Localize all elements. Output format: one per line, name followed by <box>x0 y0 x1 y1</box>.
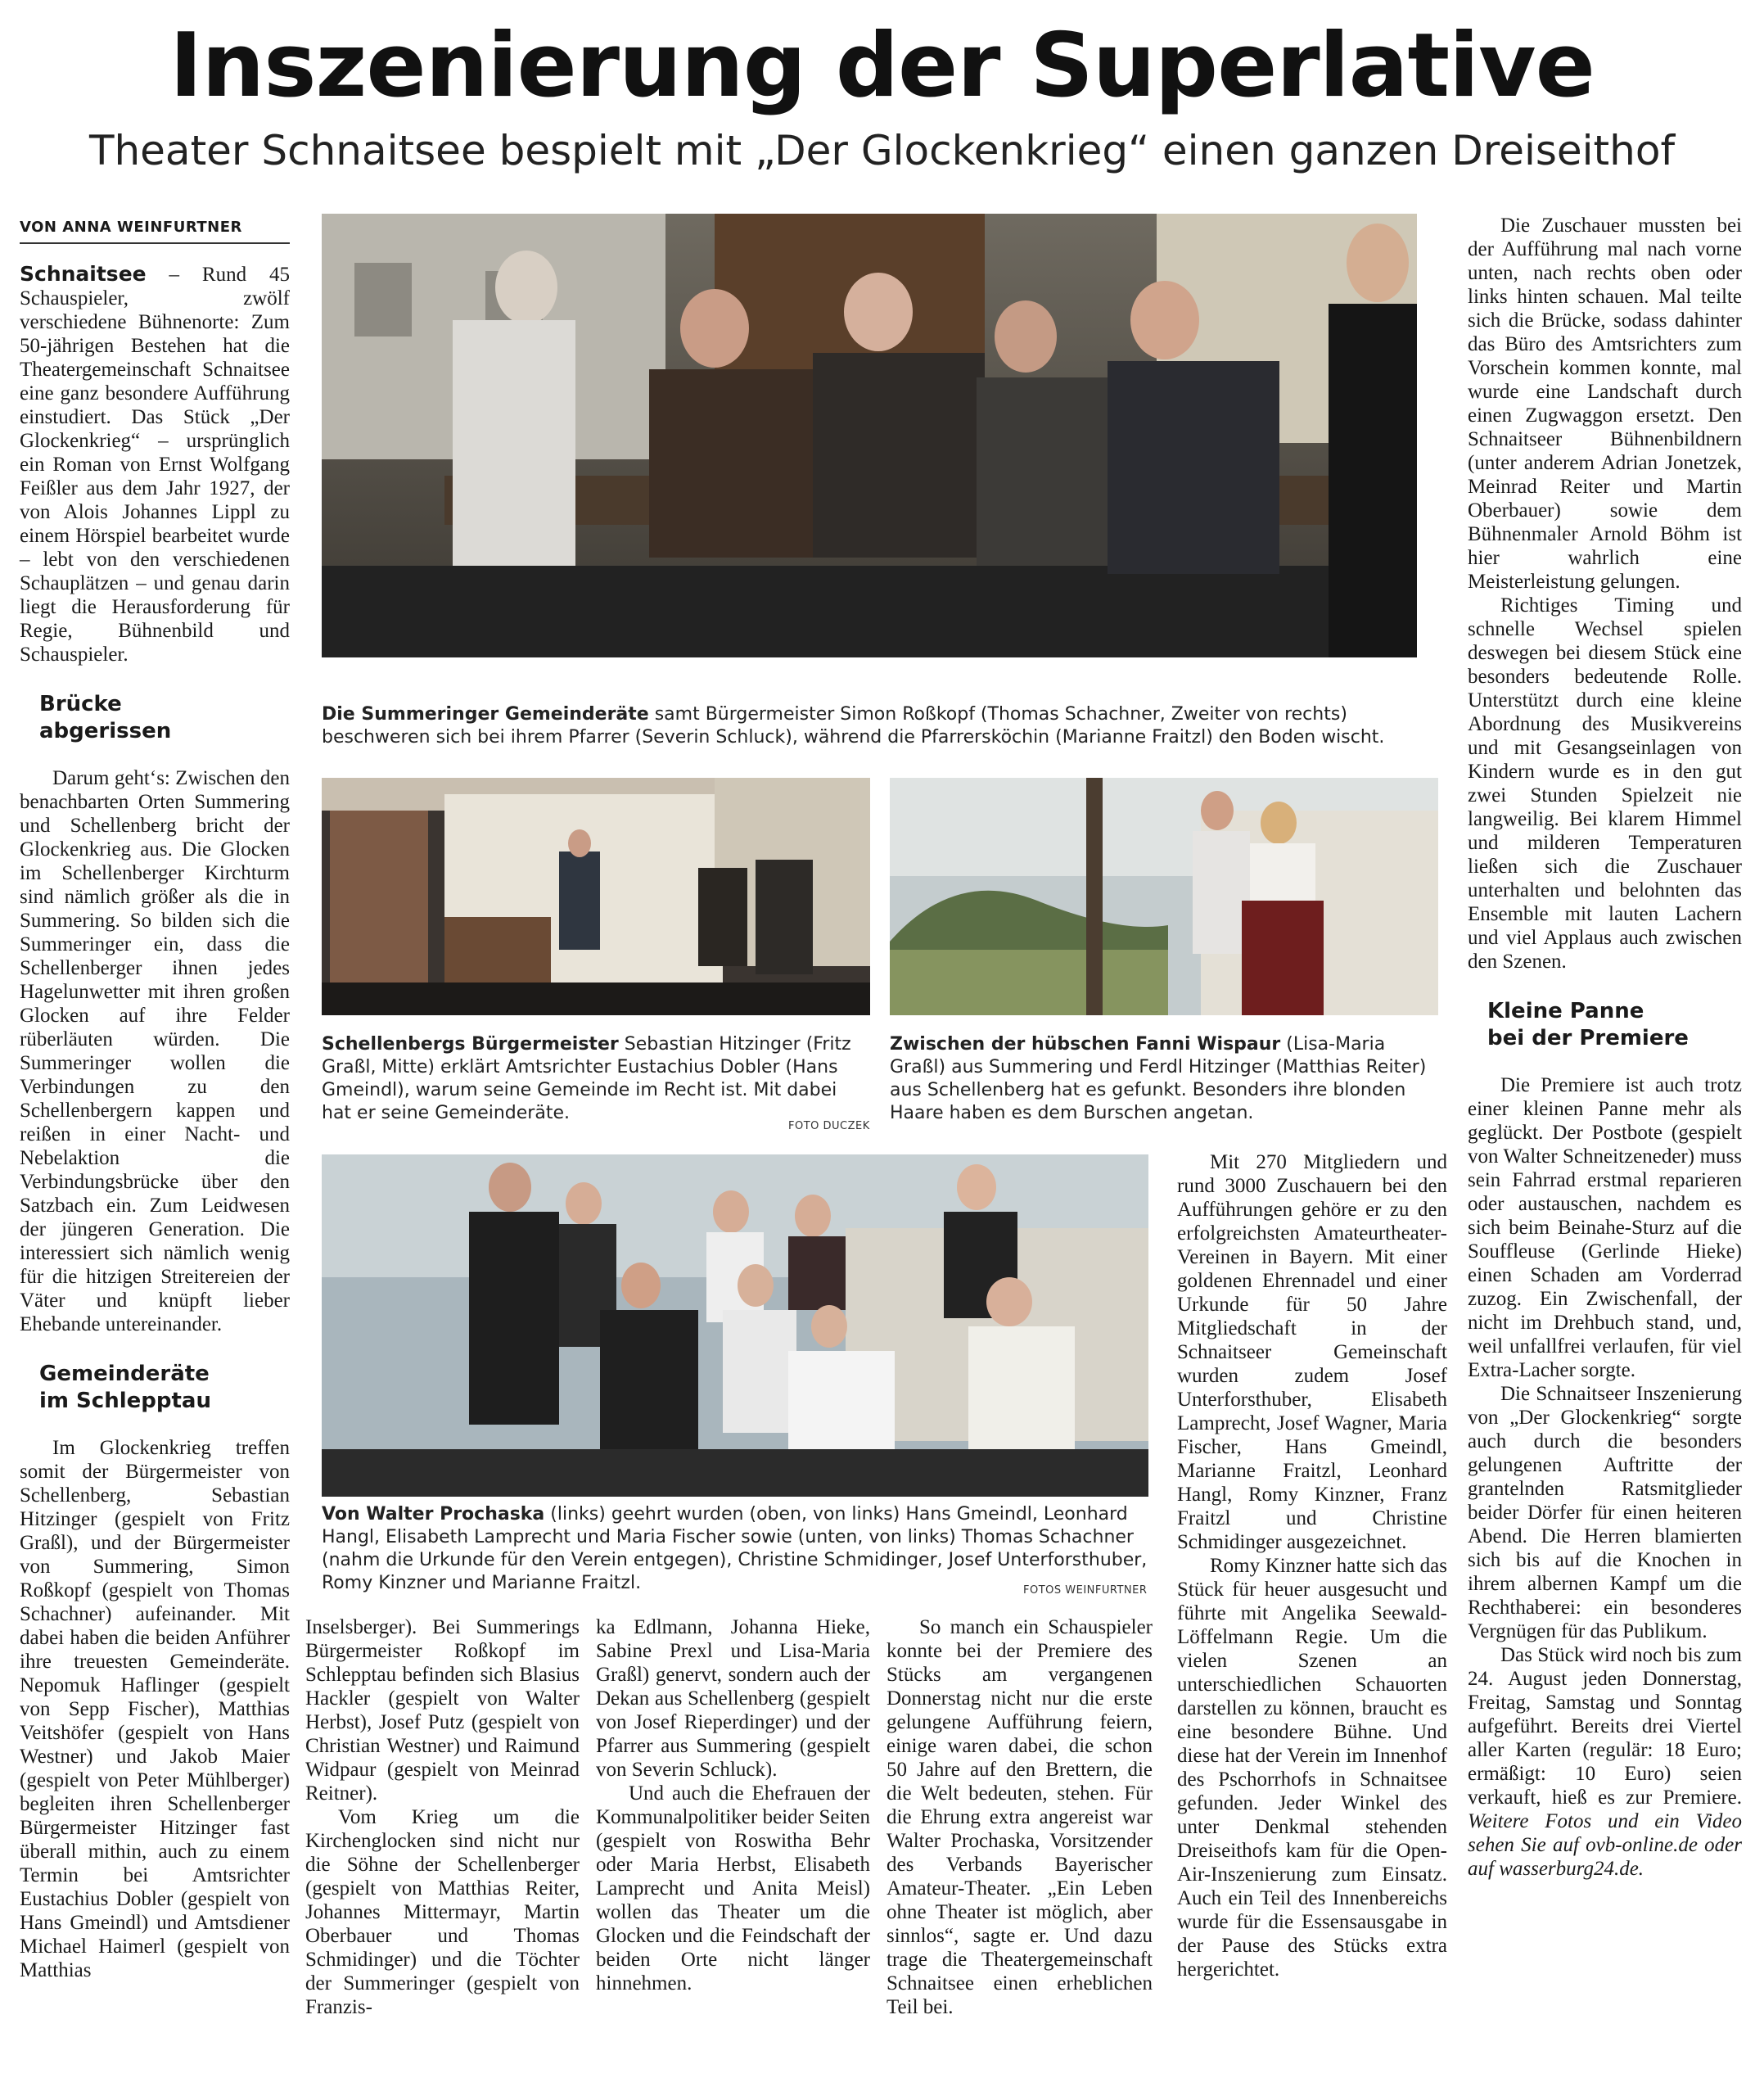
headline: Inszenierung der Superlative <box>169 15 1595 117</box>
paragraph: Und auch die Ehefrauen der Kommunalpolitiker beider Seiten (gespielt von Roswitha Behr oder Maria Herbst, Elisabeth Lamprecht und Anita Meisl) wollen das Theater um die Glocken und die Feindschaft der beiden Orte nicht länger hinnehmen. <box>596 1782 870 1994</box>
subheading-kleine-panne: Kleine Panne bei der Premiere <box>1487 999 1689 1050</box>
couple-scene-image <box>890 778 1438 1015</box>
photo-office-scene <box>322 778 870 1015</box>
photo-couple-scene <box>890 778 1438 1015</box>
paragraph: Mit 270 Mitgliedern und rund 3000 Zuschauern bei den Aufführungen gehöre er zu den erfolgreichsten Amateurtheater-Vereinen in Bayern. Mit einer goldenen Ehrennadel und einer Urkunde für 50 Jahre Mitgliedschaft in der Schnaitseer Gemeinschaft wurden zudem Josef Unterforsthuber, Elisabeth Lamprecht, Josef Wagner, Maria Fischer, Hans Gmeindl, Marianne Fraitzl, Leonhard Hangl, Romy Kinzner, Franz Fraitzl und Christine Schmidinger ausgezeichnet. <box>1177 1151 1447 1553</box>
group-photo-image <box>322 1154 1148 1497</box>
stage-scene-image <box>322 214 1417 657</box>
photo-credit-weinfurtner: FOTOS WEINFURTNER <box>1023 1584 1148 1597</box>
caption-group-photo: Von Walter Prochaska (links) geehrt wurden (oben, von links) Hans Gmeindl, Leonhard Hangl, Elisabeth Lamprecht und Maria Fischer sowie (unten, von links) Thomas Schachner (nahm die Urkunde für den Verein entgegen), Christine Schmidinger, Josef Unterforsthuber, Romy Kinzner und Marianne Fraitzl. <box>322 1504 1148 1593</box>
dateline: Schnaitsee <box>20 262 147 286</box>
intro-paragraph: Schnaitsee – Rund 45 Schauspieler, zwölf verschiedene Bühnenorte: Zum 50-jährigen Bestehen hat die Theatergemeinschaft Schnaitsee eine ganz besondere Aufführung einstudiert. Das Stück „Der Glockenkrieg“ – ursprünglich ein Roman von Ernst Wolfgang Feißler aus dem Jahr 1927, der von Alois Johannes Lippl zu einem Hörspiel bearbeitet wurde – lebt von den verschiedenen Schauplätzen – und genau darin liegt die Herausforderung für Regie, Bühnenbild und Schauspieler. <box>20 262 290 666</box>
subheading-gemeinderaete: Gemeinderäte im Schlepptau <box>39 1362 211 1413</box>
paragraph: Inselsberger). Bei Summerings Bürgermeister Roßkopf im Schlepptau befinden sich Blasius Hackler (gespielt von Walter Herbst), Josef Putz (gespielt von Christian Westner) und Raimund Widpaur (gespielt von Meinrad Reitner). <box>305 1616 580 1805</box>
column-6 <box>1468 214 1742 1881</box>
paragraph: Die Premiere ist auch trotz einer kleinen Panne mehr als geglückt. Der Postbote (gespielt von Walter Schneitzeneder) muss sein Fahrrad erstmal reparieren oder austauschen, nachdem es sich beim Beinahe-Sturz auf die Souffleuse (Gerlinde Hieke) einen Schaden am Vorderrad zuzog. Ein Zwischenfall, der nicht im Drehbuch stand, und, weil unfallfrei verlaufen, für viel Extra-Lacher sorgte. <box>1468 1074 1742 1381</box>
paragraph: Richtiges Timing und schnelle Wechsel spielen deswegen bei diesem Stück eine besonders bedeutende Rolle. Unterstützt durch eine kleine Abordnung des Musikvereins und mit Gesangseinlagen von Kindern wurde es in den gut zwei Stunden Spielzeit nie langweilig. Bei klarem Himmel und milderen Temperaturen ließen sich die Zuschauer unterhalten und belohnten das Ensemble mit lauten Lachern und viel Applaus auch zwischen den Szenen. <box>1468 594 1742 973</box>
photo-group-honorees <box>322 1154 1148 1497</box>
office-scene-image <box>322 778 870 1015</box>
column-2 <box>305 1615 580 2019</box>
photo-credit-duczek: FOTO DUCZEK <box>788 1120 870 1132</box>
paragraph: Im Glockenkrieg treffen somit der Bürgermeister von Schellenberg, Sebastian Hitzinger (gespielt von Fritz Graßl), und der Bürgermeister von Summering, Simon Roßkopf (gespielt von Thomas Schachner) aufeinander. Mit dabei haben die beiden Anführer ihre treuesten Gemeinderäte. Nepomuk Haflinger (gespielt von Sepp Fischer), Matthias Veitshöfer (gespielt von Hans Westner) und Jakob Maier (gespielt von Peter Mühlberger) begleiten ihren Schellenberger Bürgermeister Hitzinger fast überall mithin, auch zu einem Termin bei Amtsrichter Eustachius Dobler (gespielt von Hans Gmeindl) und Amtsdiener Michael Haimerl (gespielt von Matthias <box>20 1437 290 1981</box>
paragraph: Vom Krieg um die Kirchenglocken sind nicht nur die Söhne der Schellenberger (gespielt von Matthias Reiter, Johannes Mittermayr, Martin Oberbauer und Thomas Schmidinger) und die Töchter der Summeringer (gespielt von Franzis- <box>305 1806 580 2018</box>
column-4 <box>887 1615 1153 2019</box>
caption-office-photo: Schellenbergs Bürgermeister Sebastian Hitzinger (Fritz Graßl, Mitte) erklärt Amtsrichter Eustachius Dobler (Hans Gmeindl), warum seine Gemeinde im Recht ist. Mit dabei hat er seine Gemeinderäte. <box>322 1034 851 1123</box>
paragraph: Darum geht‘s: Zwischen den benachbarten Orten Summering und Schellenberg bricht der Glockenkrieg aus. Die Glocken im Schellenberger Kirchturm sind nämlich größer als die in Summering. So bilden sich die Summeringer ein, dass die Schellenberger ihnen jedes Hagelunwetter mit ihren großen Glocken auf ihre Felder rüberläuten würden. Die Summeringer wollen die Verbindungen zu den Schellenbergern kappen und reißen in einer Nacht- und Nebelaktion die Verbindungsbrücke über den Satzbach ein. Zum Leidwesen der jüngeren Generation. Die interessiert sich nämlich wenig für die hitzigen Streitereien der Väter und knüpft lieber Ehebande untereinander. <box>20 767 290 1335</box>
paragraph: ka Edlmann, Johanna Hieke, Sabine Prexl und Lisa-Maria Graßl) genervt, sondern auch der Dekan aus Schellenberg (gespielt von Josef Rieperdinger) und der Pfarrer aus Summering (gespielt von Severin Schluck). <box>596 1616 870 1781</box>
column-3 <box>596 1615 870 1995</box>
caption-couple-photo: Zwischen der hübschen Fanni Wispaur (Lisa-Maria Graßl) aus Summering und Ferdl Hitzinger (Matthias Reiter) aus Schellenberg hat es gefunkt. Besonders ihre blonden Haare haben es dem Burschen angetan. <box>890 1034 1427 1123</box>
paragraph: So manch ein Schauspieler konnte bei der Premiere des Stücks am vergangenen Donnerstag nicht nur die erste gelungene Aufführung feiern, einige waren dabei, die schon 50 Jahre auf den Brettern, die die Welt bedeuten, stehen. Für die Ehrung extra angereist war Walter Prochaska, Vorsitzender des Verbands Bayerischer Amateur-Theater. „Ein Leben ohne Theater ist möglich, aber sinnlos“, sagte er. Und dazu trage die Theatergemeinschaft Schnaitsee einen erheblichen Teil bei. <box>887 1616 1153 2018</box>
paragraph: Das Stück wird noch bis zum 24. August jeden Donnerstag, Freitag, Samstag und Sonntag aufgeführt. Bereits drei Viertel aller Karten (regulär: 18 Euro; ermäßigt: 10 Euro) seien verkauft, hieß es zur Premiere. Weitere Fotos und ein Video sehen Sie auf ovb-online.de oder auf wasserburg24.de. <box>1468 1644 1742 1880</box>
photo-main-stage <box>322 214 1417 657</box>
paragraph: Die Zuschauer mussten bei der Aufführung mal nach vorne unten, nach rechts oben oder links hinten schauen. Mal teilte sich die Brücke, sodass dahinter das Büro des Amtsrichters zum Vorschein kommen konnte, mal wurde eine Landschaft durch einen Zugwaggon ersetzt. Den Schnaitseer Bühnenbildnern (unter anderem Adrian Jonetzek, Meinrad Reiter und Martin Oberbauer) sowie dem Bühnenmaler Arnold Böhm ist hier wahrlich eine Meisterleistung gelungen. <box>1468 215 1742 593</box>
byline: VON ANNA WEINFURTNER <box>20 215 290 244</box>
subheading-bruecke: Brücke abgerissen <box>39 692 172 743</box>
caption-main-photo: Die Summeringer Gemeinderäte samt Bürgermeister Simon Roßkopf (Thomas Schachner, Zweiter von rechts) beschweren sich bei ihrem Pfarrer (Severin Schluck), während die Pfarrersköchin (Marianne Fraitzl) den Boden wischt. <box>322 704 1385 748</box>
column-1 <box>20 215 290 1982</box>
web-reference: Weitere Fotos und ein Video sehen Sie auf ovb-online.de oder auf wasserburg24.de. <box>1468 1810 1742 1880</box>
column-5 <box>1177 1150 1447 1981</box>
paragraph: Die Schnaitseer Inszenierung von „Der Glockenkrieg“ sorgte auch durch die besonders gelungenen Auftritte der grantelnden Ratsmitglieder beider Dörfer für einen heiteren Abend. Die Herren blamierten sich bis auf die Knochen in ihrem albernen Kampf um die Rechthaberei: ein besonderes Vergnügen für das Publikum. <box>1468 1383 1742 1642</box>
paragraph: Romy Kinzner hatte sich das Stück für heuer ausgesucht und führte mit Angelika Seewald-Löffelmann Regie. Um die vielen Szenen an unterschiedlichen Schauorten darstellen zu können, braucht es eine besondere Bühne. Und diese hat der Verein im Innenhof des Pschorrhofs in Schnaitsee gefunden. Jeder Winkel des unter Denkmal stehenden Dreiseithofs kam für die Open-Air-Inszenierung zum Einsatz. Auch ein Teil des Innenbereichs wurde für die Essensausgabe in der Pause des Stücks extra hergerichtet. <box>1177 1555 1447 1981</box>
subheadline: Theater Schnaitsee bespielt mit „Der Glockenkrieg“ einen ganzen Dreiseithof <box>88 127 1676 174</box>
